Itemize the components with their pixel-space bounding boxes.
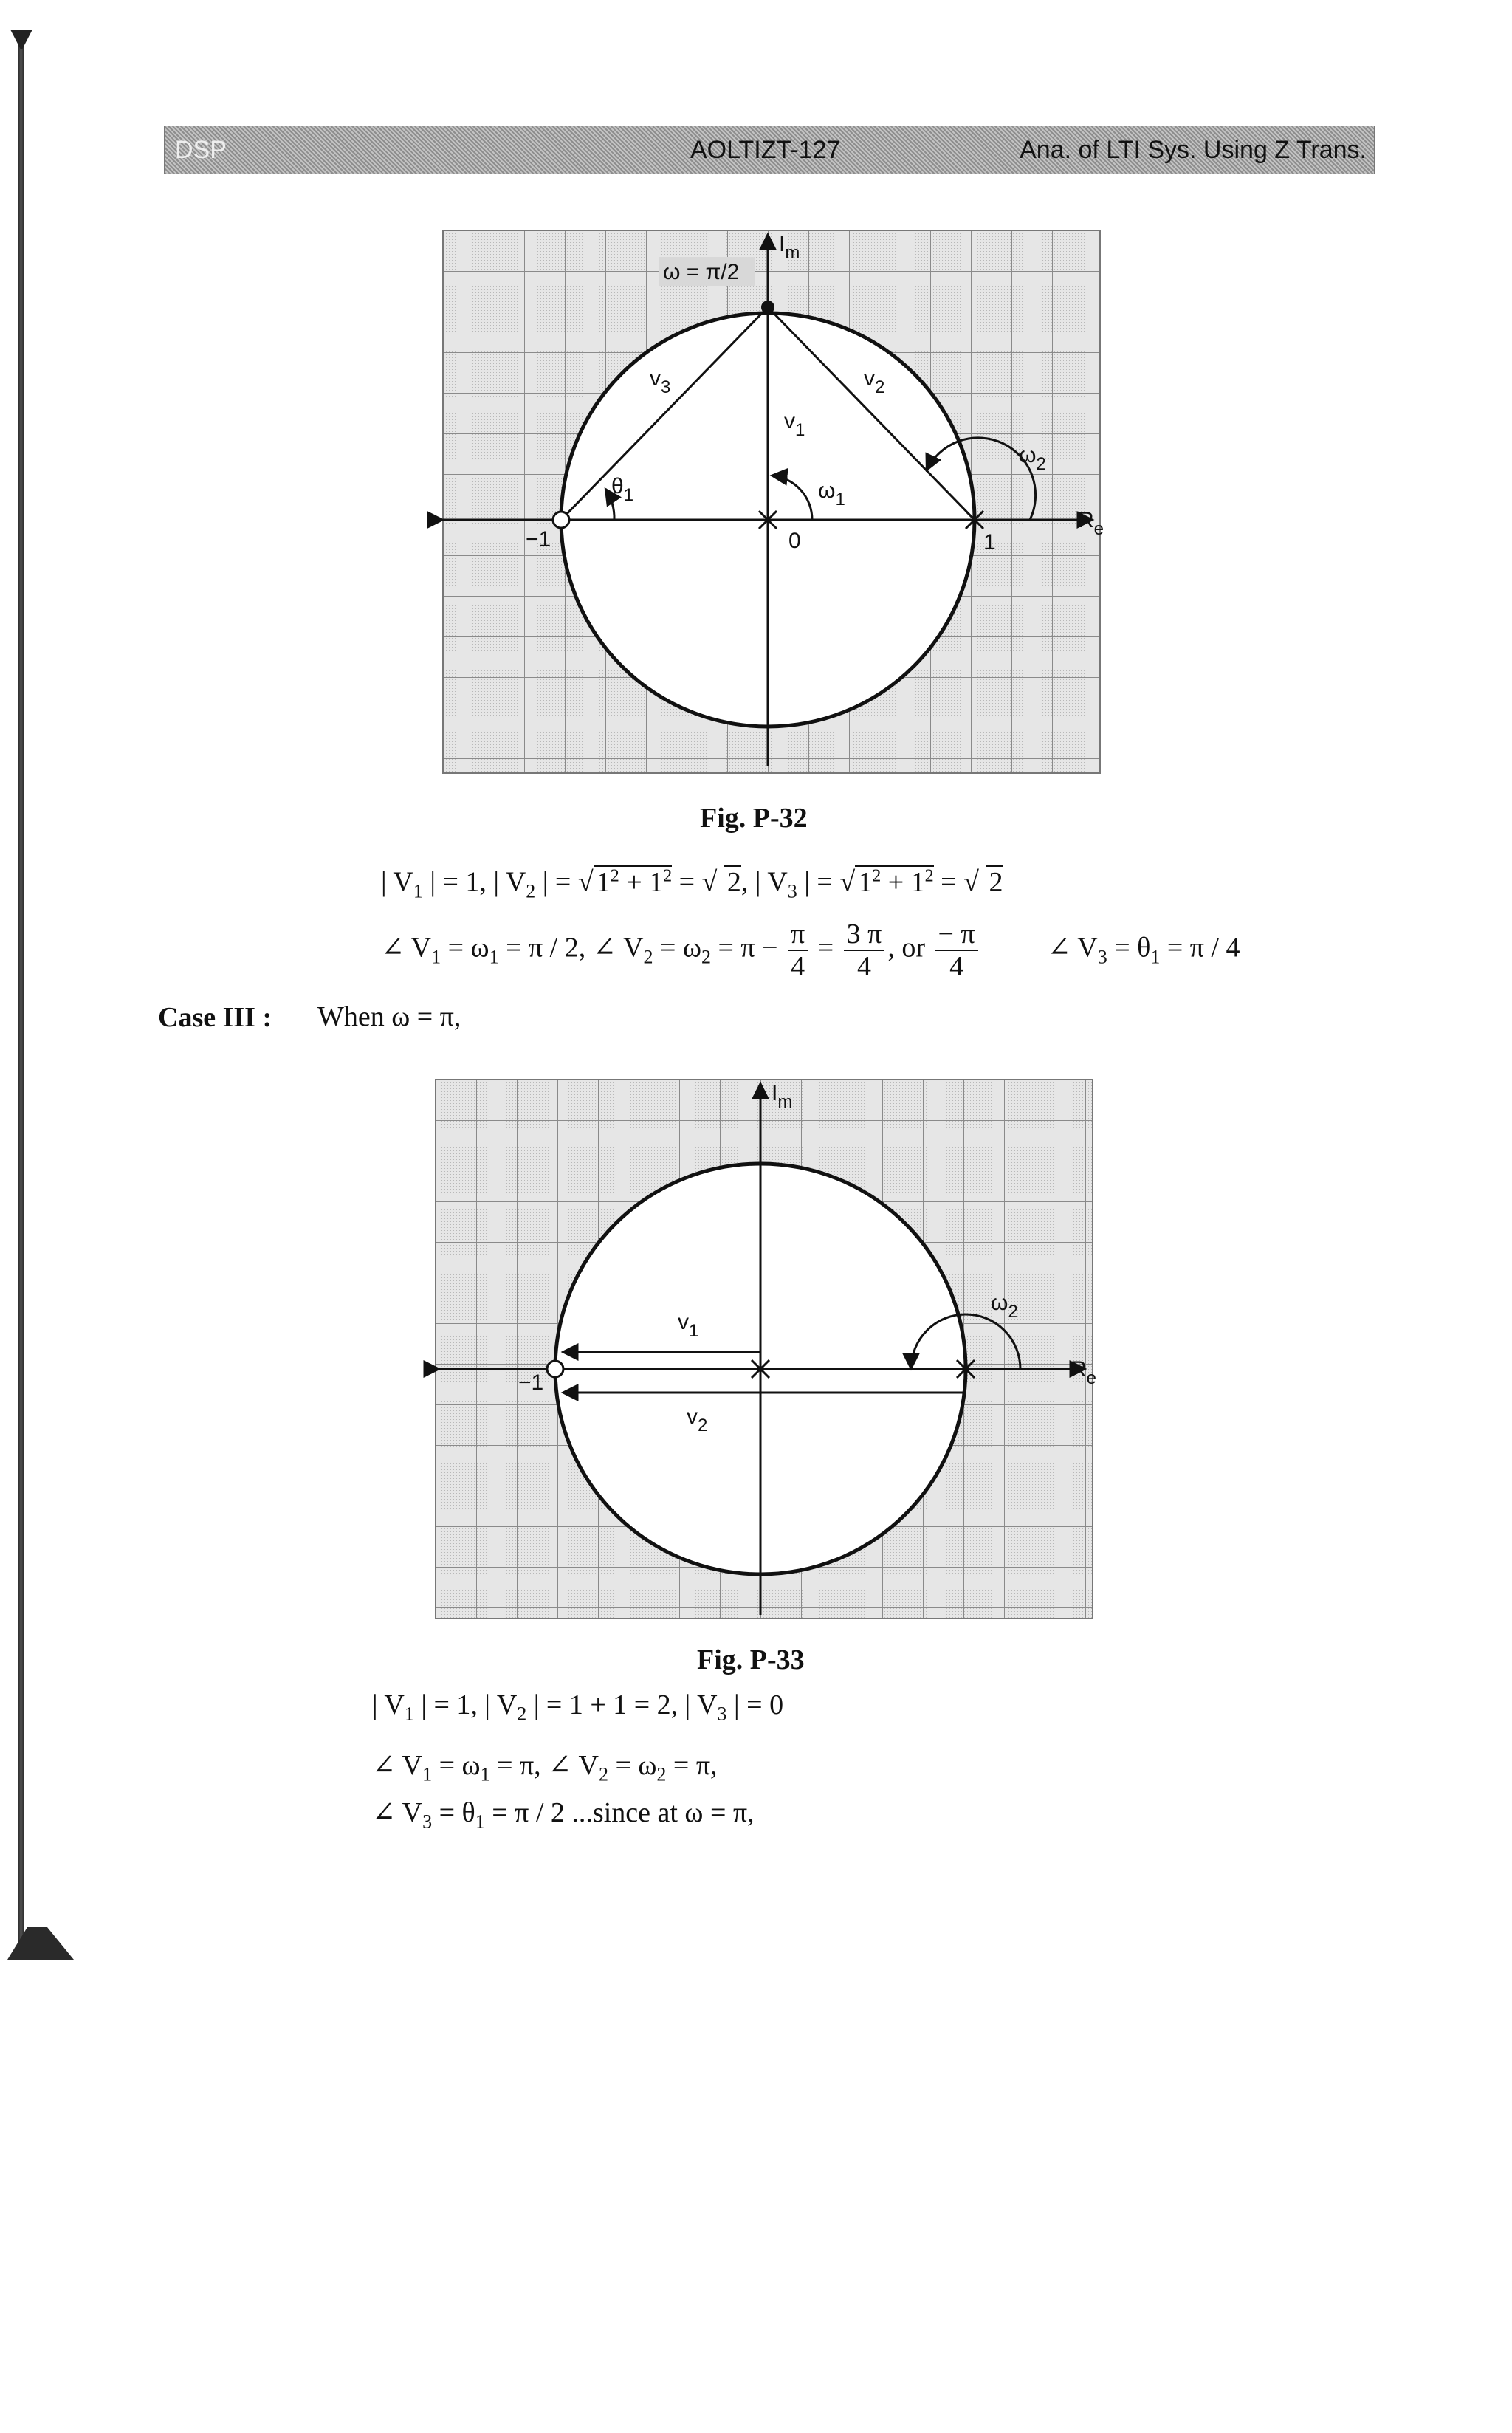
eq-text: = π, xyxy=(666,1750,718,1781)
eq-text: | = 0 xyxy=(726,1689,784,1720)
re-label: R xyxy=(1070,1357,1087,1382)
v2-sub: 2 xyxy=(875,377,885,397)
eq-sub: 1 xyxy=(413,880,423,902)
frac-num: 3 π xyxy=(844,920,885,951)
figure-p33-diagram xyxy=(436,1080,1096,1619)
eq-text: = θ xyxy=(432,1797,475,1828)
eq-sub: 2 xyxy=(598,1763,608,1785)
eq-text: + xyxy=(619,866,650,898)
figure-p33-caption: Fig. P-33 xyxy=(697,1644,805,1675)
fraction xyxy=(788,920,808,981)
eq-sup: 2 xyxy=(610,866,619,885)
equation-p32-magnitudes: | $V_1$ | = 1, | $V_2$ | = √ $1^2 + 1^2$ = √ 2, | $V_3$ | = √ $1^2 + 1^2$ = √ 2 xyxy=(381,866,1003,902)
omega1-label: ω xyxy=(818,478,836,503)
eq-text: = π / 2, ∠ V xyxy=(498,932,644,964)
binding-edge-top xyxy=(10,30,32,49)
equation-p33-angles xyxy=(372,1751,718,1785)
eq-text: = √ xyxy=(672,866,724,898)
eq-text: = θ xyxy=(1107,932,1151,964)
zero-marker-minus-one xyxy=(553,512,569,528)
frac-den: 4 xyxy=(791,951,805,982)
eq-sub: 3 xyxy=(422,1811,433,1833)
eq-text: = ω xyxy=(441,932,489,964)
eq-text: | = xyxy=(535,866,578,898)
eq-sub: 3 xyxy=(1097,946,1107,968)
one-label: 1 xyxy=(983,530,996,555)
eq-text: = √ xyxy=(933,866,986,898)
eq-text: | = 1, | V xyxy=(413,1689,518,1720)
eq-sup: 2 xyxy=(663,866,673,885)
frac-den: 4 xyxy=(949,951,964,982)
eq-sub: 1 xyxy=(1150,946,1161,968)
eq-sup: 2 xyxy=(924,866,934,885)
eq-sub: 1 xyxy=(489,946,499,968)
omega2-label: ω xyxy=(1019,443,1037,467)
eq-text: 2 xyxy=(724,865,741,898)
eq-text: 1 xyxy=(910,866,925,898)
v2-sub: 2 xyxy=(698,1415,708,1435)
v1-sub: 1 xyxy=(795,420,805,440)
eq-text: = ω xyxy=(608,1750,657,1781)
eq-sub: 2 xyxy=(526,880,536,902)
eq-text: = xyxy=(811,932,841,964)
eq-text: , | V xyxy=(740,866,788,898)
eq-text: ∠ V xyxy=(372,1750,423,1781)
re-label: R xyxy=(1077,508,1094,532)
eq-text: = ω xyxy=(432,1750,481,1781)
theta1-sub: 1 xyxy=(623,485,634,505)
case-iii-label: Case III : xyxy=(158,1002,272,1033)
header-right: Ana. of LTI Sys. Using Z Trans. xyxy=(1020,136,1367,164)
v2-label: v xyxy=(864,366,875,391)
fraction xyxy=(935,920,978,981)
v1-sub: 1 xyxy=(689,1321,699,1341)
minus-one-label: −1 xyxy=(518,1370,544,1395)
eq-sub: 1 xyxy=(480,1763,490,1785)
eq-sub: 1 xyxy=(404,1703,414,1725)
eq-sub: 1 xyxy=(475,1811,485,1833)
figure-p32 xyxy=(443,230,1104,773)
omega-pi2-label: ω = π/2 xyxy=(663,260,740,284)
eq-text: | = 1 + 1 = 2, | V xyxy=(526,1689,718,1720)
eq-text: , or xyxy=(887,932,932,964)
minus-one-label: −1 xyxy=(526,527,551,552)
v1-label: v xyxy=(784,409,795,433)
fraction xyxy=(844,920,885,981)
theta1-label: θ xyxy=(611,474,624,498)
eq-text: ∠ V xyxy=(1047,932,1098,964)
point-omega-pi2 xyxy=(761,301,774,314)
v1-label: v xyxy=(678,1310,689,1334)
eq-text: | V xyxy=(372,1689,405,1720)
binding-edge xyxy=(18,30,24,1957)
eq-text: 1 xyxy=(858,866,873,898)
re-sub: e xyxy=(1093,519,1104,539)
re-sub: e xyxy=(1086,1368,1096,1388)
omega2-label: ω xyxy=(991,1291,1008,1315)
zero-marker-minus-one xyxy=(547,1361,563,1377)
eq-sub: 2 xyxy=(517,1703,527,1725)
zero-label: 0 xyxy=(788,529,801,553)
eq-text: 2 xyxy=(986,865,1003,898)
im-sub: m xyxy=(777,1092,793,1112)
equation-p33-magnitudes xyxy=(372,1691,783,1724)
eq-text: | = 1, | V xyxy=(422,866,526,898)
frac-den: 4 xyxy=(857,951,871,982)
eq-text: 1 xyxy=(596,866,611,898)
im-sub: m xyxy=(785,243,800,263)
omega1-sub: 1 xyxy=(835,490,845,509)
im-label: I xyxy=(779,232,786,256)
eq-sub: 3 xyxy=(717,1703,727,1725)
eq-text: 1 xyxy=(649,866,664,898)
frac-num: π xyxy=(788,920,808,951)
eq-sub: 3 xyxy=(787,880,797,902)
eq-text: = π − xyxy=(710,932,786,964)
omega2-sub: 2 xyxy=(1036,454,1046,474)
eq-sub: 2 xyxy=(701,946,711,968)
v3-label: v xyxy=(650,366,661,391)
equation-p33-theta xyxy=(372,1799,755,1832)
eq-text: = ω xyxy=(653,932,701,964)
figure-p33 xyxy=(436,1080,1096,1619)
eq-text: = π / 4 xyxy=(1160,932,1240,964)
eq-text: = π / 2 ...since at ω = π, xyxy=(484,1797,755,1828)
eq-sub: 2 xyxy=(656,1763,667,1785)
case-iii-text: When ω = π, xyxy=(317,1001,461,1032)
eq-sub: 2 xyxy=(643,946,653,968)
eq-sub: 1 xyxy=(431,946,441,968)
page-header xyxy=(164,126,1375,174)
equation-p32-angles xyxy=(381,920,1240,981)
figure-p32-caption: Fig. P-32 xyxy=(700,803,808,834)
eq-text: | V xyxy=(381,866,413,898)
im-label: I xyxy=(772,1081,778,1105)
eq-text: ∠ V xyxy=(381,932,432,964)
eq-text: ∠ V xyxy=(372,1797,423,1828)
omega2-sub: 2 xyxy=(1008,1302,1018,1322)
header-center: AOLTIZT-127 xyxy=(690,136,841,164)
eq-sub: 1 xyxy=(422,1763,433,1785)
v3-sub: 3 xyxy=(661,377,671,397)
header-left: DSP xyxy=(175,136,227,164)
eq-sup: 2 xyxy=(872,866,882,885)
eq-text: + xyxy=(881,866,911,898)
figure-p32-diagram xyxy=(443,230,1104,773)
frac-num: − π xyxy=(935,920,978,951)
eq-text: | = xyxy=(797,866,840,898)
v2-label: v xyxy=(687,1404,698,1429)
eq-text: = π, ∠ V xyxy=(489,1750,599,1781)
